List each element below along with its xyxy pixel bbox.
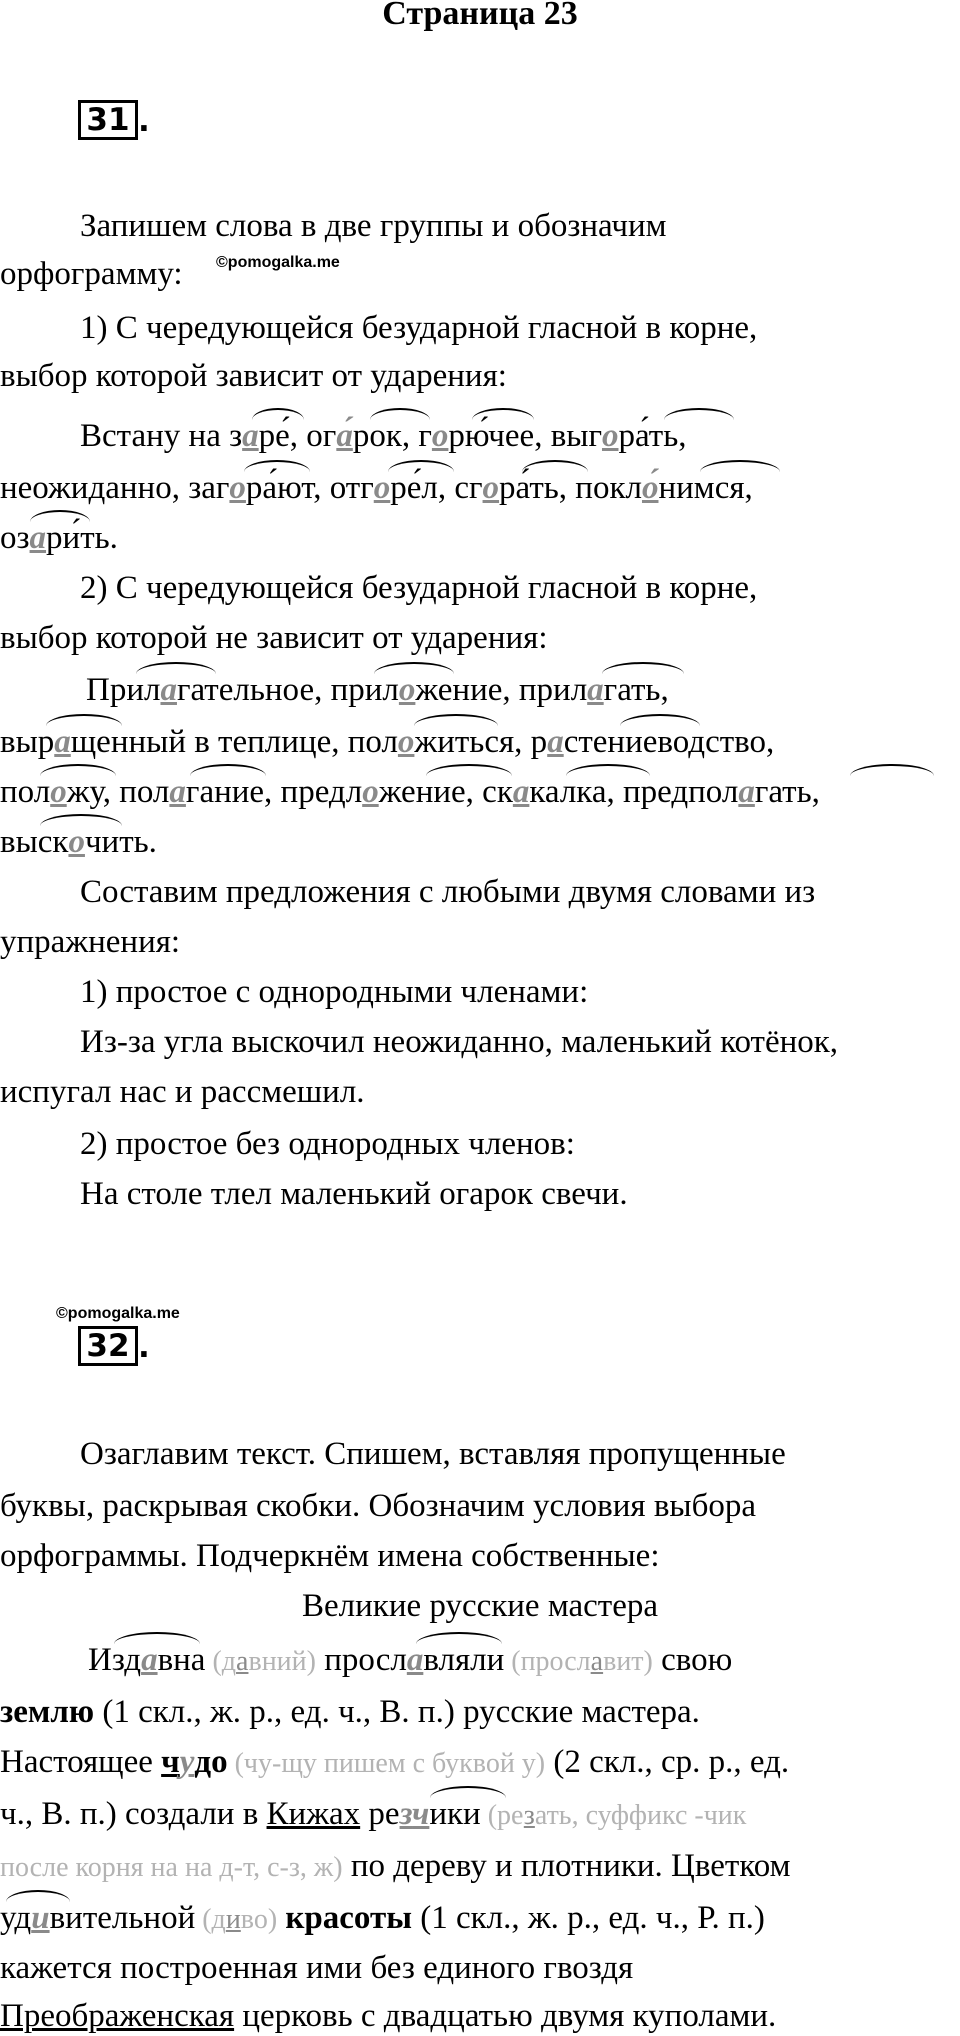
- ex31-group2-line-3: положу, полагание, предложение, скакалка, предполагать,: [0, 774, 820, 810]
- ex31-sentence2-head: 2) простое без однородных членов:: [80, 1126, 575, 1162]
- root-arc: [700, 460, 780, 472]
- ex31-sentence1-head: 1) простое с однородными членами:: [80, 974, 589, 1010]
- root-arc: [40, 764, 116, 776]
- ex31-sentence1-line-1: Из-за угла выскочил неожиданно, маленький котёнок,: [80, 1024, 839, 1060]
- ex31-group2-head-1: 2) С чередующейся безударной гласной в корне,: [80, 570, 758, 606]
- root-arc: [190, 764, 266, 776]
- watermark-1: ©pomogalka.me: [216, 254, 340, 271]
- ex31-group2-head-2: выбор которой не зависит от ударения:: [0, 620, 548, 656]
- root-arc: [370, 408, 430, 420]
- ex32-text-line-8: Преображенская церковь с двадцатью двумя куполами.: [0, 1998, 777, 2034]
- root-arc: [664, 408, 734, 420]
- ex31-sentence2: На столе тлел маленький огарок свечи.: [80, 1176, 628, 1212]
- ex31-intro-line-1: Запишем слова в две группы и обозначим: [80, 208, 667, 244]
- ex32-text-line-4: ч., В. п.) создали в Кижах резчики (резать, суффикс -чик: [0, 1796, 747, 1832]
- ex31-intro-line-2: орфограмму:: [0, 256, 183, 292]
- ex31-task-line-1: Составим предложения с любыми двумя словами из: [80, 874, 816, 910]
- ex32-text-line-6: удивительной (диво) красоты (1 скл., ж. р., ед. ч., Р. п.): [0, 1900, 765, 1936]
- root-arc: [414, 714, 498, 726]
- root-arc: [46, 714, 122, 726]
- exercise-31-number: 31: [78, 100, 138, 140]
- root-arc: [430, 1786, 506, 1798]
- ex32-intro-line-1: Озаглавим текст. Спишем, вставляя пропущенные: [80, 1436, 786, 1472]
- ex32-text-line-2: землю (1 скл., ж. р., ед. ч., В. п.) русские мастера.: [0, 1694, 700, 1730]
- ex31-task-line-2: упражнения:: [0, 924, 181, 960]
- ex31-group1-head-2: выбор которой зависит от ударения:: [0, 358, 507, 394]
- root-arc: [620, 714, 700, 726]
- exercise-31-dot: .: [138, 103, 150, 139]
- root-arc: [30, 510, 90, 522]
- root-arc: [472, 408, 534, 420]
- ex32-intro-line-3: орфограммы. Подчеркнём имена собственные:: [0, 1538, 660, 1574]
- ex31-group1-line-2: неожиданно, загора́ют, отгоре́л, сгора́ть, покло́нимся,: [0, 470, 753, 506]
- ex32-text-line-3: Настоящее чудо (чу-щу пишем с буквой у) (2 скл., ср. р., ед.: [0, 1744, 790, 1780]
- ex32-text-line-1: Издавна (давний) прославляли (прославит) свою: [88, 1642, 733, 1678]
- root-arc: [136, 662, 216, 674]
- root-arc: [6, 1890, 70, 1902]
- ex32-text-line-5: после корня на на д-т, с-з, ж) по дереву и плотники. Цветком: [0, 1848, 791, 1884]
- root-arc: [114, 1632, 200, 1644]
- ex31-group2-line-2: выращенный в теплице, положиться, растениеводство,: [0, 724, 775, 760]
- root-arc: [374, 662, 454, 674]
- ex31-group2-line-4: выскочить.: [0, 824, 157, 860]
- ex31-sentence1-line-2: испугал нас и рассмешил.: [0, 1074, 365, 1110]
- root-arc: [416, 1632, 502, 1644]
- root-arc: [426, 764, 512, 776]
- root-arc: [850, 764, 934, 776]
- root-arc: [522, 460, 588, 472]
- exercise-32-number: 32: [78, 1326, 138, 1366]
- ex31-group1-line-3: озари́ть.: [0, 520, 118, 556]
- ex32-text-line-7: кажется построенная ими без единого гвоздя: [0, 1950, 634, 1986]
- root-arc: [388, 460, 454, 472]
- root-arc: [602, 662, 684, 674]
- exercise-32-dot: .: [138, 1329, 150, 1365]
- ex31-group2-line-1: Прилагательное, приложение, прилагать,: [86, 672, 669, 708]
- page-title: Страница 23: [382, 0, 578, 32]
- ex31-group1-head-1: 1) С чередующейся безударной гласной в корне,: [80, 310, 758, 346]
- root-arc: [566, 764, 650, 776]
- root-arc: [252, 408, 304, 420]
- root-arc: [244, 460, 310, 472]
- ex31-group1-line-1: Встану на заре́, ога́рок, горю́чее, выгора́ть,: [80, 418, 687, 454]
- watermark-2: ©pomogalka.me: [56, 1305, 180, 1322]
- ex32-text-heading: Великие русские мастера: [302, 1588, 658, 1624]
- root-arc: [40, 814, 122, 826]
- ex32-intro-line-2: буквы, раскрывая скобки. Обозначим условия выбора: [0, 1488, 757, 1524]
